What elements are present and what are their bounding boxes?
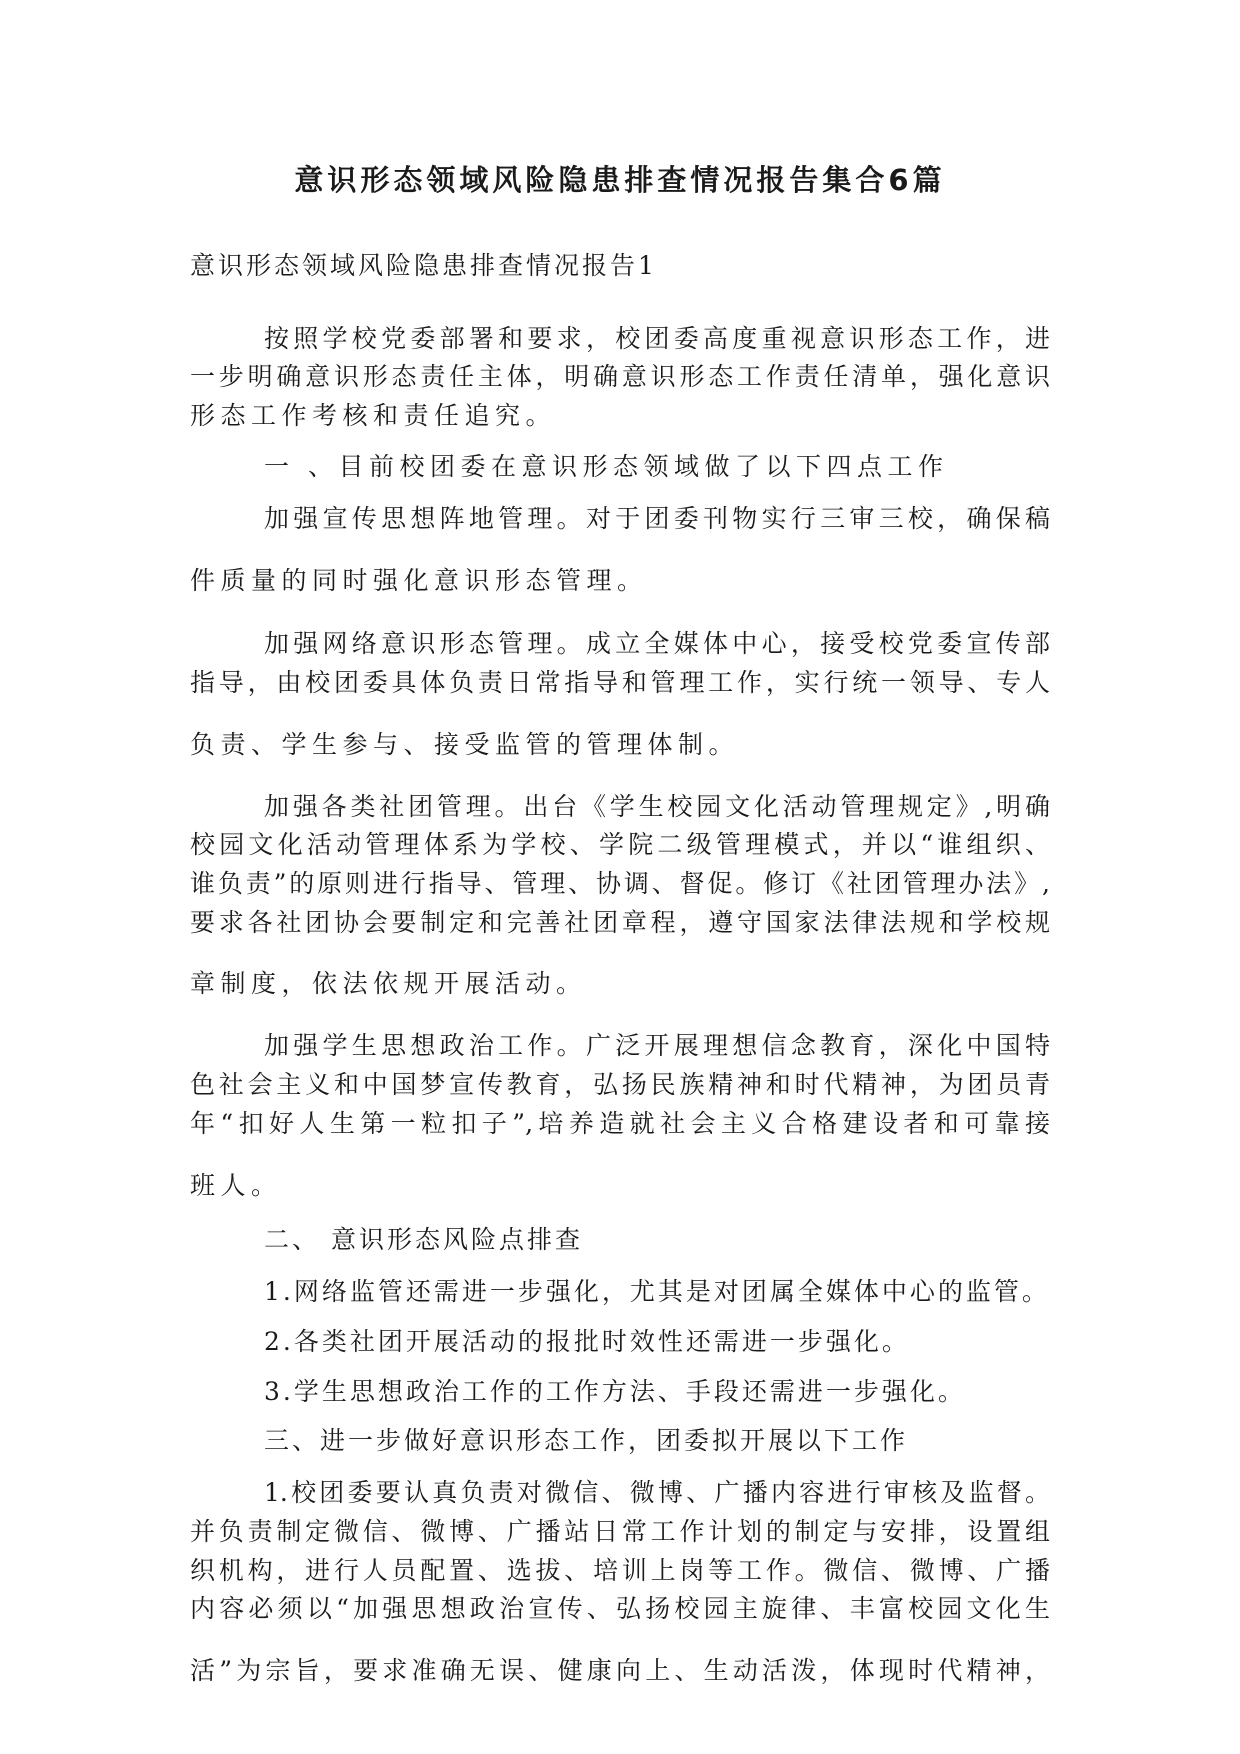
paragraph-line: 色社会主义和中国梦宣传教育，弘扬民族精神和时代精神，为团员青	[190, 1070, 1050, 1099]
list-item: 1.网络监管还需进一步强化，尤其是对团属全媒体中心的监管。	[264, 1277, 1050, 1306]
list-item: 2.各类社团开展活动的报批时效性还需进一步强化。	[264, 1327, 910, 1356]
paragraph-line: 按照学校党委部署和要求，校团委高度重视意识形态工作，进	[264, 324, 1050, 353]
paragraph-line: 校园文化活动管理体系为学校、学院二级管理模式，并以“谁组织、	[190, 830, 1050, 859]
paragraph-line: 年“扣好人生第一粒扣子”,培养造就社会主义合格建设者和可靠接	[190, 1109, 1050, 1138]
paragraph-line: 形态工作考核和责任追究。	[190, 401, 557, 430]
paragraph-line: 并负责制定微信、微博、广播站日常工作计划的制定与安排，设置组	[190, 1517, 1050, 1546]
list-item: 3.学生思想政治工作的工作方法、手段还需进一步强化。	[264, 1377, 966, 1406]
paragraph-line: 加强宣传思想阵地管理。对于团委刊物实行三审三校，确保稿	[264, 504, 1050, 533]
subheading: 二、 意识形态风险点排查	[264, 1225, 583, 1254]
section-heading: 意识形态领域风险隐患排查情况报告1	[190, 251, 657, 280]
paragraph-line: 一步明确意识形态责任主体，明确意识形态工作责任清单，强化意识	[190, 362, 1050, 391]
paragraph-line: 谁负责”的原则进行指导、管理、协调、督促。修订《社团管理办法》,	[190, 869, 1050, 898]
paragraph-line: 加强各类社团管理。出台《学生校园文化活动管理规定》,明确	[264, 792, 1050, 821]
paragraph-line: 件质量的同时强化意识形态管理。	[190, 566, 648, 595]
paragraph-line: 加强学生思想政治工作。广泛开展理想信念教育，深化中国特	[264, 1031, 1050, 1060]
paragraph-line: 1.校团委要认真负责对微信、微博、广播内容进行审核及监督。	[264, 1478, 1050, 1507]
paragraph-line: 织机构，进行人员配置、选拔、培训上岗等工作。微信、微博、广播	[190, 1556, 1050, 1585]
document-title: 意识形态领域风险隐患排查情况报告集合6篇	[294, 163, 946, 197]
paragraph-line: 指导，由校团委具体负责日常指导和管理工作，实行统一领导、专人	[190, 668, 1050, 697]
paragraph-line: 班人。	[190, 1171, 282, 1200]
paragraph-line: 章制度，依法依规开展活动。	[190, 969, 587, 998]
subheading: 三、进一步做好意识形态工作，团委拟开展以下工作	[264, 1426, 909, 1455]
paragraph-line: 要求各社团协会要制定和完善社团章程，遵守国家法律法规和学校规	[190, 908, 1050, 937]
paragraph-line: 活”为宗旨，要求准确无误、健康向上、生动活泼，体现时代精神，	[190, 1656, 1050, 1685]
subheading: 一 、目前校团委在意识形态领域做了以下四点工作	[264, 452, 949, 481]
paragraph-line: 内容必须以“加强思想政治宣传、弘扬校园主旋律、丰富校园文化生	[190, 1594, 1050, 1623]
paragraph-line: 负责、学生参与、接受监管的管理体制。	[190, 730, 740, 759]
paragraph-line: 加强网络意识形态管理。成立全媒体中心，接受校党委宣传部	[264, 629, 1050, 658]
